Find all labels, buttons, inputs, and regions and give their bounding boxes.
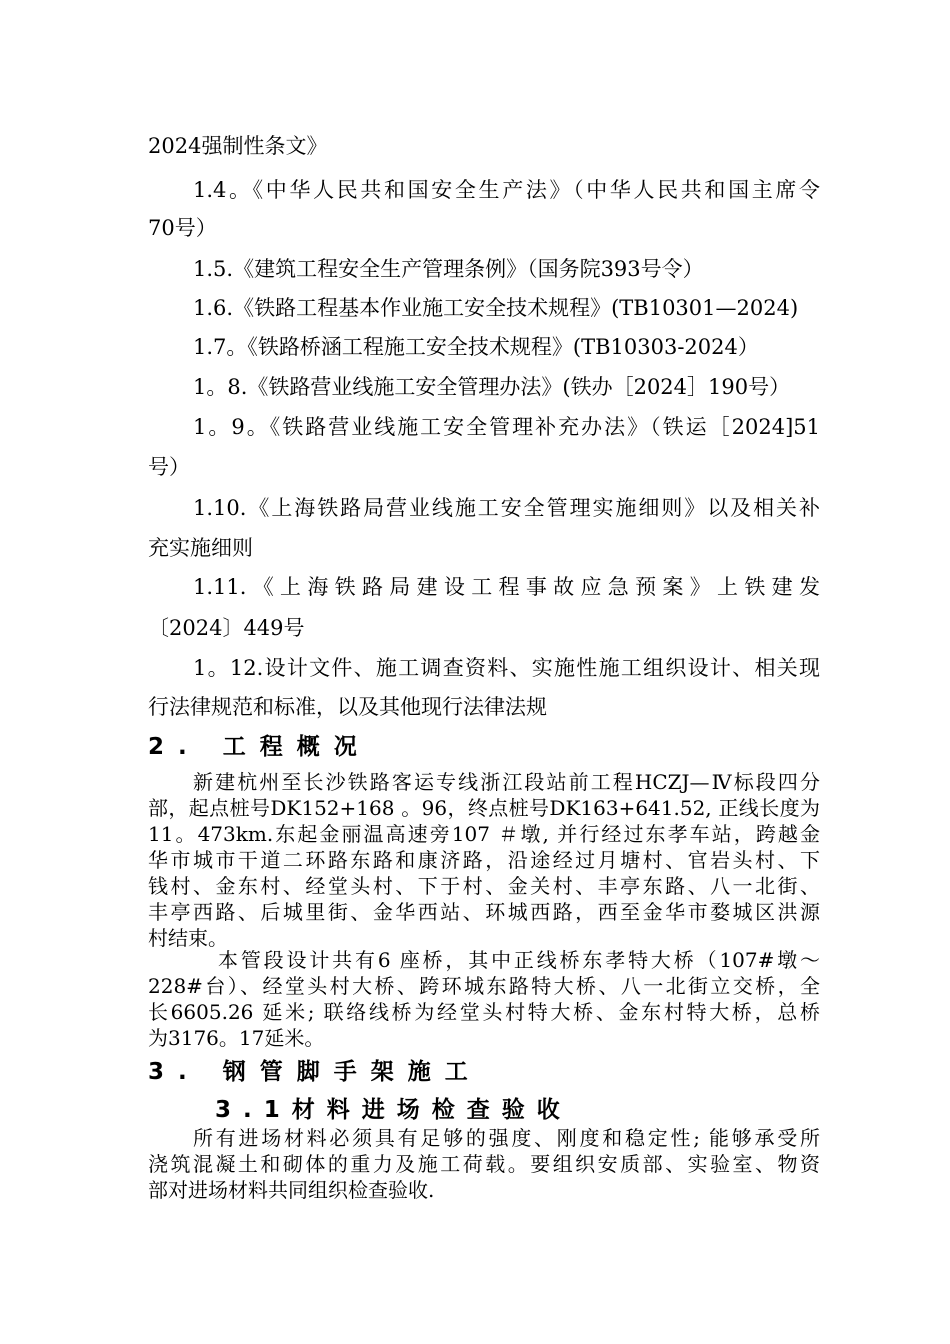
sec3-p1-line2: 浇筑混凝土和砌体的重力及施工荷载。要组织安质部、实验室、物资 [148,1152,820,1176]
section-3-1-heading: 3.1材料进场检查验收 [215,1097,572,1123]
list-item-1-10: 1.10.《上海铁路局营业线施工安全管理实施细则》以及相关补 [193,496,820,520]
list-item-1-6: 1.6.《铁路工程基本作业施工安全技术规程》(TB10301—2024) [193,296,799,320]
list-item-1-12-cont: 行法律规范和标准，以及其他现行法律法规 [148,695,547,719]
list-item-1-5: 1.5.《建筑工程安全生产管理条例》（国务院393号令） [193,257,704,281]
list-item-1-11: 1.11.《上海铁路局建设工程事故应急预案》上铁建发 [193,575,820,599]
sec2-p2-line1: 本管段设计共有6 座桥，其中正线桥东孝特大桥（107#墩～ [218,948,820,972]
list-item-1-4: 1.4。《中华人民共和国安全生产法》（中华人民共和国主席令 [193,178,820,202]
list-item-1-12: 1。12.设计文件、施工调查资料、实施性施工组织设计、相关现 [193,656,820,680]
list-item-1-9: 1。9。《铁路营业线施工安全管理补充办法》（铁运［2024]51 [193,415,820,439]
list-item-1-4-cont: 70号） [148,216,217,240]
list-item-1-7: 1.7。《铁路桥涵工程施工安全技术规程》(TB10303-2024） [193,335,759,359]
sec2-p2-line4: 为3176。17延米。 [148,1026,325,1050]
section-3-heading: 3. 钢管脚手架施工 [148,1059,482,1085]
sec3-p1-line1: 所有进场材料必须具有足够的强度、刚度和稳定性; 能够承受所 [193,1126,820,1150]
list-item-1-10-cont: 充实施细则 [148,536,253,560]
sec2-p1-line4: 华市城市干道二环路东路和康济路，沿途经过月塘村、官岩头村、下 [148,848,820,872]
list-item-1-9-cont: 号） [148,455,190,479]
sec2-p1-line1: 新建杭州至长沙铁路客运专线浙江段站前工程HCZJ—Ⅳ标段四分 [193,770,820,794]
list-item-1-11-cont: 〔2024〕449号 [148,616,305,640]
sec2-p1-line3: 11。473km.东起金丽温高速旁107 ＃墩, 并行经过东孝车站，跨越金 [148,822,820,846]
list-continuation: 2024强制性条文》 [148,134,328,158]
sec2-p2-line2: 228#台）、经堂头村大桥、跨环城东路特大桥、八一北街立交桥，全 [148,974,820,998]
section-2-heading: 2. 工程概况 [148,734,371,760]
sec3-p1-line3: 部对进场材料共同组织检查验收. [148,1178,435,1202]
sec2-p1-line7: 村结束。 [148,926,228,950]
list-item-1-8: 1。8.《铁路营业线施工安全管理办法》(铁办［2024］190号） [193,375,791,399]
sec2-p2-line3: 长6605.26 延米; 联络线桥为经堂头村特大桥、金东村特大桥，总桥 [148,1000,820,1024]
sec2-p1-line5: 钱村、金东村、经堂头村、下于村、金关村、丰亭东路、八一北街、 [148,874,820,898]
sec2-p1-line2: 部，起点桩号DK152+168 。96，终点桩号DK163+641.52, 正线长度为 [148,796,820,820]
sec2-p1-line6: 丰亭西路、后城里街、金华西站、环城西路，西至金华市婺城区洪源 [148,900,820,924]
